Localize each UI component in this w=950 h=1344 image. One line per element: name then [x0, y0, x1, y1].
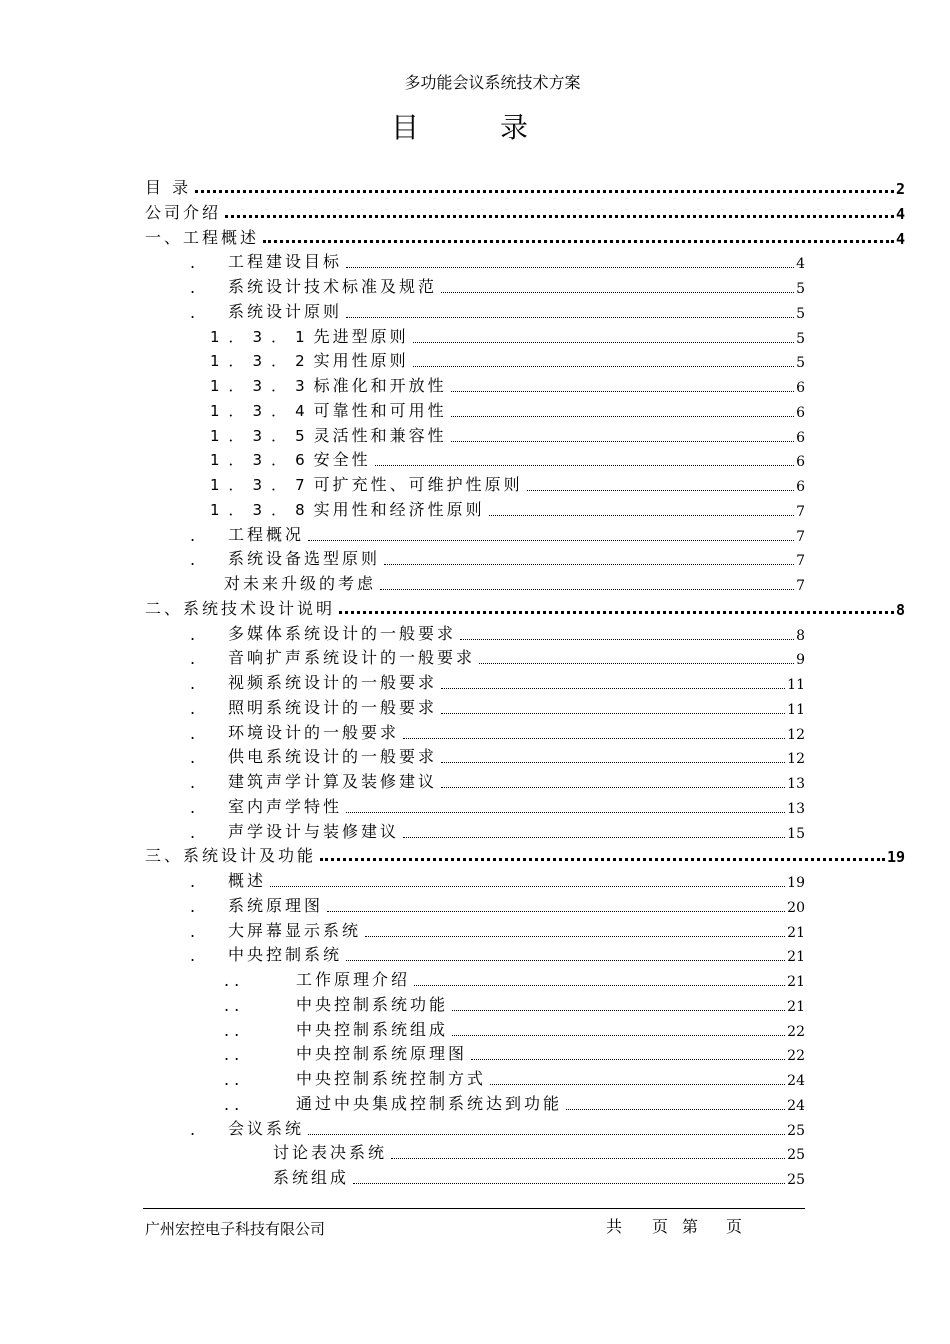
toc-entry[interactable] [145, 844, 905, 866]
toc-leader-dots [391, 1148, 785, 1159]
toc-entry[interactable] [190, 250, 805, 273]
toc-page-number: 11 [787, 701, 805, 718]
toc-leader-dots [566, 1099, 785, 1110]
toc-page-number: 5 [796, 330, 805, 347]
toc-page-number: 5 [796, 281, 805, 297]
toc-bullet: . . [224, 1045, 240, 1065]
toc-leader-dots [451, 381, 794, 392]
toc-entry[interactable] [224, 572, 805, 594]
toc-bullet: . [190, 624, 196, 644]
toc-bullet: . . [224, 1070, 240, 1089]
toc-page-number: 25 [787, 1147, 805, 1164]
toc-page-number: 9 [796, 652, 805, 669]
toc-bullet: . [190, 872, 196, 891]
toc-bullet: . [190, 748, 196, 768]
toc-page-number: 6 [796, 380, 805, 396]
toc-entry-label: 先进型原则 [313, 326, 409, 346]
toc-leader-dots [339, 601, 894, 614]
toc-entry[interactable] [190, 622, 805, 644]
toc-entry-label: 讨论表决系统 [273, 1143, 388, 1163]
toc-entry[interactable] [210, 498, 805, 520]
toc-leader-dots [195, 180, 894, 193]
toc-entry-label: 中央控制系统 [228, 945, 343, 965]
toc-page-number: 6 [796, 454, 805, 471]
toc-entry[interactable] [190, 919, 805, 941]
toc-entry[interactable] [224, 1067, 805, 1089]
toc-entry-label: 环境设计的一般要求 [228, 722, 400, 742]
toc-section-number: 1．3．6 [210, 451, 314, 470]
toc-page-number: 25 [787, 1122, 805, 1139]
toc-entry-label: 系统设计技术标准及规范 [228, 277, 438, 296]
toc-entry[interactable] [210, 325, 805, 347]
toc-entry[interactable] [210, 448, 805, 470]
toc-entry-label: 可扩充性、可维护性原则 [313, 475, 523, 494]
toc-page-number: 22 [787, 1048, 805, 1065]
toc-page-number: 12 [787, 751, 805, 768]
toc-leader-dots [441, 777, 785, 788]
toc-bullet: . [190, 649, 196, 669]
toc-entry-label: 照明系统设计的一般要求 [228, 697, 438, 717]
toc-page-number: 7 [796, 503, 805, 520]
toc-page-number: 5 [796, 305, 805, 322]
toc-page-number: 13 [787, 776, 805, 792]
toc-leader-dots [479, 653, 794, 664]
toc-leader-dots [346, 950, 785, 961]
toc-entry[interactable] [190, 721, 805, 743]
toc-bullet: . [190, 1119, 196, 1139]
toc-entry[interactable] [190, 696, 805, 718]
page-title: 目 录 [391, 111, 564, 144]
toc-leader-dots [451, 406, 794, 417]
toc-entry-label: 对未来升级的考虑 [224, 574, 377, 593]
toc-entry[interactable] [210, 349, 805, 371]
toc-section-number: 1．3．4 [210, 401, 314, 420]
toc-bullet: . [190, 550, 196, 570]
toc-entry[interactable] [190, 795, 805, 817]
toc-page-number: 21 [787, 974, 805, 990]
toc-entry-label: 中央控制系统组成 [296, 1019, 449, 1039]
toc-bullet: . [190, 946, 196, 966]
toc-section-number: 1．3．2 [210, 352, 314, 371]
footer-page-info [606, 1214, 742, 1237]
toc-entry-label: 标准化和开放性 [313, 376, 447, 395]
footer-company: 广州宏控电子科技有限公司 [145, 1220, 326, 1238]
toc-section-number: 1．3．5 [210, 426, 314, 445]
toc-entry-label: 概述 [228, 871, 267, 890]
toc-leader-dots [346, 257, 794, 268]
toc-leader-dots [527, 480, 794, 491]
toc-bullet: . . [224, 995, 240, 1015]
toc-page-number: 25 [787, 1172, 805, 1188]
toc-entry[interactable] [190, 820, 805, 842]
footer-di: 第 [682, 1217, 699, 1236]
toc-entry-label: 通过中央集成控制系统达到功能 [296, 1093, 563, 1113]
toc-entry-label: 灵活性和兼容性 [313, 425, 447, 445]
toc-leader-dots [320, 848, 885, 861]
toc-entry-label: 声学设计与装修建议 [228, 821, 400, 841]
toc-page-number: 8 [895, 600, 905, 619]
footer-divider [143, 1208, 805, 1209]
toc-entry[interactable] [190, 770, 805, 792]
toc-entry-label: 实用性和经济性原则 [313, 499, 485, 519]
toc-leader-dots [327, 901, 785, 912]
toc-bullet: . [190, 723, 196, 743]
toc-entry-label: 三、系统设计及功能 [145, 846, 317, 866]
toc-entry-label: 中央控制系统原理图 [296, 1044, 468, 1064]
toc-section-number: 1．3．1 [210, 327, 314, 346]
toc-leader-dots [346, 802, 785, 813]
toc-entry-label: 中央控制系统控制方式 [296, 1069, 487, 1088]
toc-entry[interactable] [210, 424, 805, 446]
toc-entry[interactable] [190, 523, 805, 545]
toc-bullet: . [190, 525, 196, 545]
toc-entry[interactable] [190, 547, 805, 570]
toc-leader-dots [460, 629, 794, 640]
toc-page-number: 11 [787, 677, 805, 693]
toc-page-number: 24 [787, 1073, 805, 1089]
toc-leader-dots [375, 455, 794, 466]
toc-page-number: 4 [895, 229, 905, 248]
toc-entry-label: 中央控制系统功能 [296, 994, 449, 1014]
toc-entry[interactable] [145, 201, 905, 223]
toc-leader-dots [489, 505, 794, 516]
toc-entry[interactable] [210, 399, 805, 421]
toc-leader-dots [225, 205, 894, 218]
toc-page-number: 21 [787, 949, 805, 966]
toc-entry-label: 视频系统设计的一般要求 [228, 673, 438, 692]
toc-entry-label: 会议系统 [228, 1118, 305, 1138]
toc-leader-dots [263, 230, 894, 243]
toc-leader-dots [452, 1000, 785, 1011]
toc-section-number: 1．3．8 [210, 500, 314, 519]
toc-page-number: 7 [796, 553, 805, 570]
toc-section-number: 1．3．7 [210, 476, 314, 494]
toc-page-number: 6 [796, 404, 805, 421]
toc-entry-label: 供电系统设计的一般要求 [228, 747, 438, 767]
toc-leader-dots [441, 678, 785, 689]
footer-ye2: 页 [726, 1217, 743, 1236]
toc-leader-dots [441, 703, 785, 714]
toc-leader-dots [441, 752, 785, 763]
toc-page-number: 12 [787, 726, 805, 743]
toc-entry[interactable] [145, 226, 905, 248]
toc-leader-dots [346, 307, 794, 318]
toc-bullet: . [190, 674, 196, 693]
toc-entry[interactable] [224, 1092, 805, 1114]
toc-entry[interactable] [190, 1117, 805, 1139]
toc-bullet: . [190, 822, 196, 842]
toc-entry-label: 音响扩声系统设计的一般要求 [228, 648, 476, 668]
toc-page-number: 20 [787, 899, 805, 916]
toc-entry-label: 可靠性和可用性 [313, 400, 447, 420]
document-header: 多功能会议系统技术方案 [404, 73, 581, 92]
toc-leader-dots [403, 728, 785, 739]
toc-entry-label: 工程概况 [228, 524, 305, 544]
toc-entry[interactable] [190, 300, 805, 322]
toc-entry[interactable] [190, 671, 805, 693]
toc-leader-dots [441, 282, 794, 293]
toc-bullet: . [190, 698, 196, 718]
footer-gong: 共 [606, 1217, 623, 1236]
toc-entry[interactable] [190, 894, 805, 916]
toc-entry[interactable] [210, 473, 805, 495]
toc-bullet: . [190, 921, 196, 941]
toc-entry[interactable] [224, 1042, 805, 1065]
toc-bullet: . [190, 302, 196, 322]
toc-entry-label: 公司介绍 [145, 202, 222, 222]
toc-leader-dots [384, 554, 794, 565]
toc-page-number: 6 [796, 479, 805, 495]
toc-page-number: 8 [796, 627, 805, 644]
footer-ye1: 页 [652, 1217, 669, 1236]
toc-entry-label: 室内声学特性 [228, 796, 343, 816]
toc-page-number: 21 [787, 998, 805, 1015]
toc-leader-dots [471, 1049, 785, 1060]
toc-page-number: 2 [895, 180, 905, 198]
toc-bullet: . . [224, 1020, 240, 1040]
toc-entry[interactable] [145, 597, 905, 619]
toc-entry-label: 系统组成 [273, 1168, 350, 1187]
toc-bullet: . [190, 797, 196, 817]
toc-bullet: . [190, 278, 196, 297]
toc-page-number: 22 [787, 1023, 805, 1040]
toc-page-number: 19 [886, 848, 905, 867]
toc-leader-dots [270, 876, 785, 887]
toc-bullet: . . [224, 971, 240, 990]
toc-section-number: 1．3．3 [210, 377, 314, 395]
toc-leader-dots [353, 1173, 785, 1184]
toc-entry-label: 二、系统技术设计说明 [145, 598, 336, 618]
toc-page-number: 21 [787, 924, 805, 941]
toc-page-number: 4 [796, 256, 805, 273]
toc-entry[interactable] [190, 943, 805, 966]
toc-entry-label: 建筑声学计算及装修建议 [228, 772, 438, 791]
toc-entry-label: 系统设备选型原则 [228, 549, 381, 569]
toc-page-number: 7 [796, 528, 805, 545]
toc-bullet: . [190, 773, 196, 792]
toc-entry-label: 系统原理图 [228, 895, 324, 915]
toc-entry[interactable] [190, 745, 805, 768]
toc-leader-dots [452, 1025, 785, 1036]
toc-leader-dots [451, 431, 794, 442]
toc-leader-dots [403, 827, 785, 838]
toc-entry[interactable] [190, 646, 805, 669]
toc-entry[interactable] [210, 374, 805, 396]
toc-page-number: 5 [796, 355, 805, 372]
toc-entry[interactable] [273, 1166, 805, 1188]
toc-leader-dots [380, 579, 794, 590]
toc-page-number: 15 [787, 825, 805, 842]
toc-leader-dots [414, 975, 785, 986]
toc-entry-label: 大屏幕显示系统 [228, 920, 362, 940]
toc-entry-label: 实用性原则 [313, 351, 409, 371]
toc-entry-label: 一、工程概述 [145, 227, 260, 247]
toc-leader-dots [365, 926, 785, 937]
toc-entry[interactable] [190, 275, 805, 297]
toc-leader-dots [413, 356, 794, 367]
toc-leader-dots [413, 332, 794, 343]
toc-bullet: . [190, 253, 196, 273]
toc-entry[interactable] [145, 176, 905, 198]
toc-entry[interactable] [190, 869, 805, 891]
toc-entry[interactable] [224, 993, 805, 1015]
toc-entry-label: 系统设计原则 [228, 301, 343, 321]
toc-page-number: 4 [895, 204, 905, 223]
toc-leader-dots [308, 1124, 785, 1135]
toc-entry-label: 工程建设目标 [228, 252, 343, 272]
toc-entry-label: 多媒体系统设计的一般要求 [228, 623, 457, 643]
toc-bullet: . . [224, 1094, 240, 1114]
toc-page-number: 24 [787, 1097, 805, 1114]
toc-leader-dots [490, 1074, 785, 1085]
toc-entry[interactable] [273, 1141, 805, 1163]
toc-bullet: . [190, 896, 196, 916]
toc-leader-dots [308, 530, 794, 541]
toc-page-number: 6 [796, 429, 805, 446]
toc-entry[interactable] [224, 1018, 805, 1040]
toc-entry-label: 安全性 [313, 450, 371, 470]
toc-entry-label: 工作原理介绍 [296, 970, 411, 989]
toc-page-number: 13 [787, 800, 805, 817]
toc-entry-label: 目 录 [145, 178, 192, 197]
toc-entry[interactable] [224, 968, 805, 990]
toc-page-number: 19 [787, 875, 805, 891]
toc-page-number: 7 [796, 578, 805, 594]
